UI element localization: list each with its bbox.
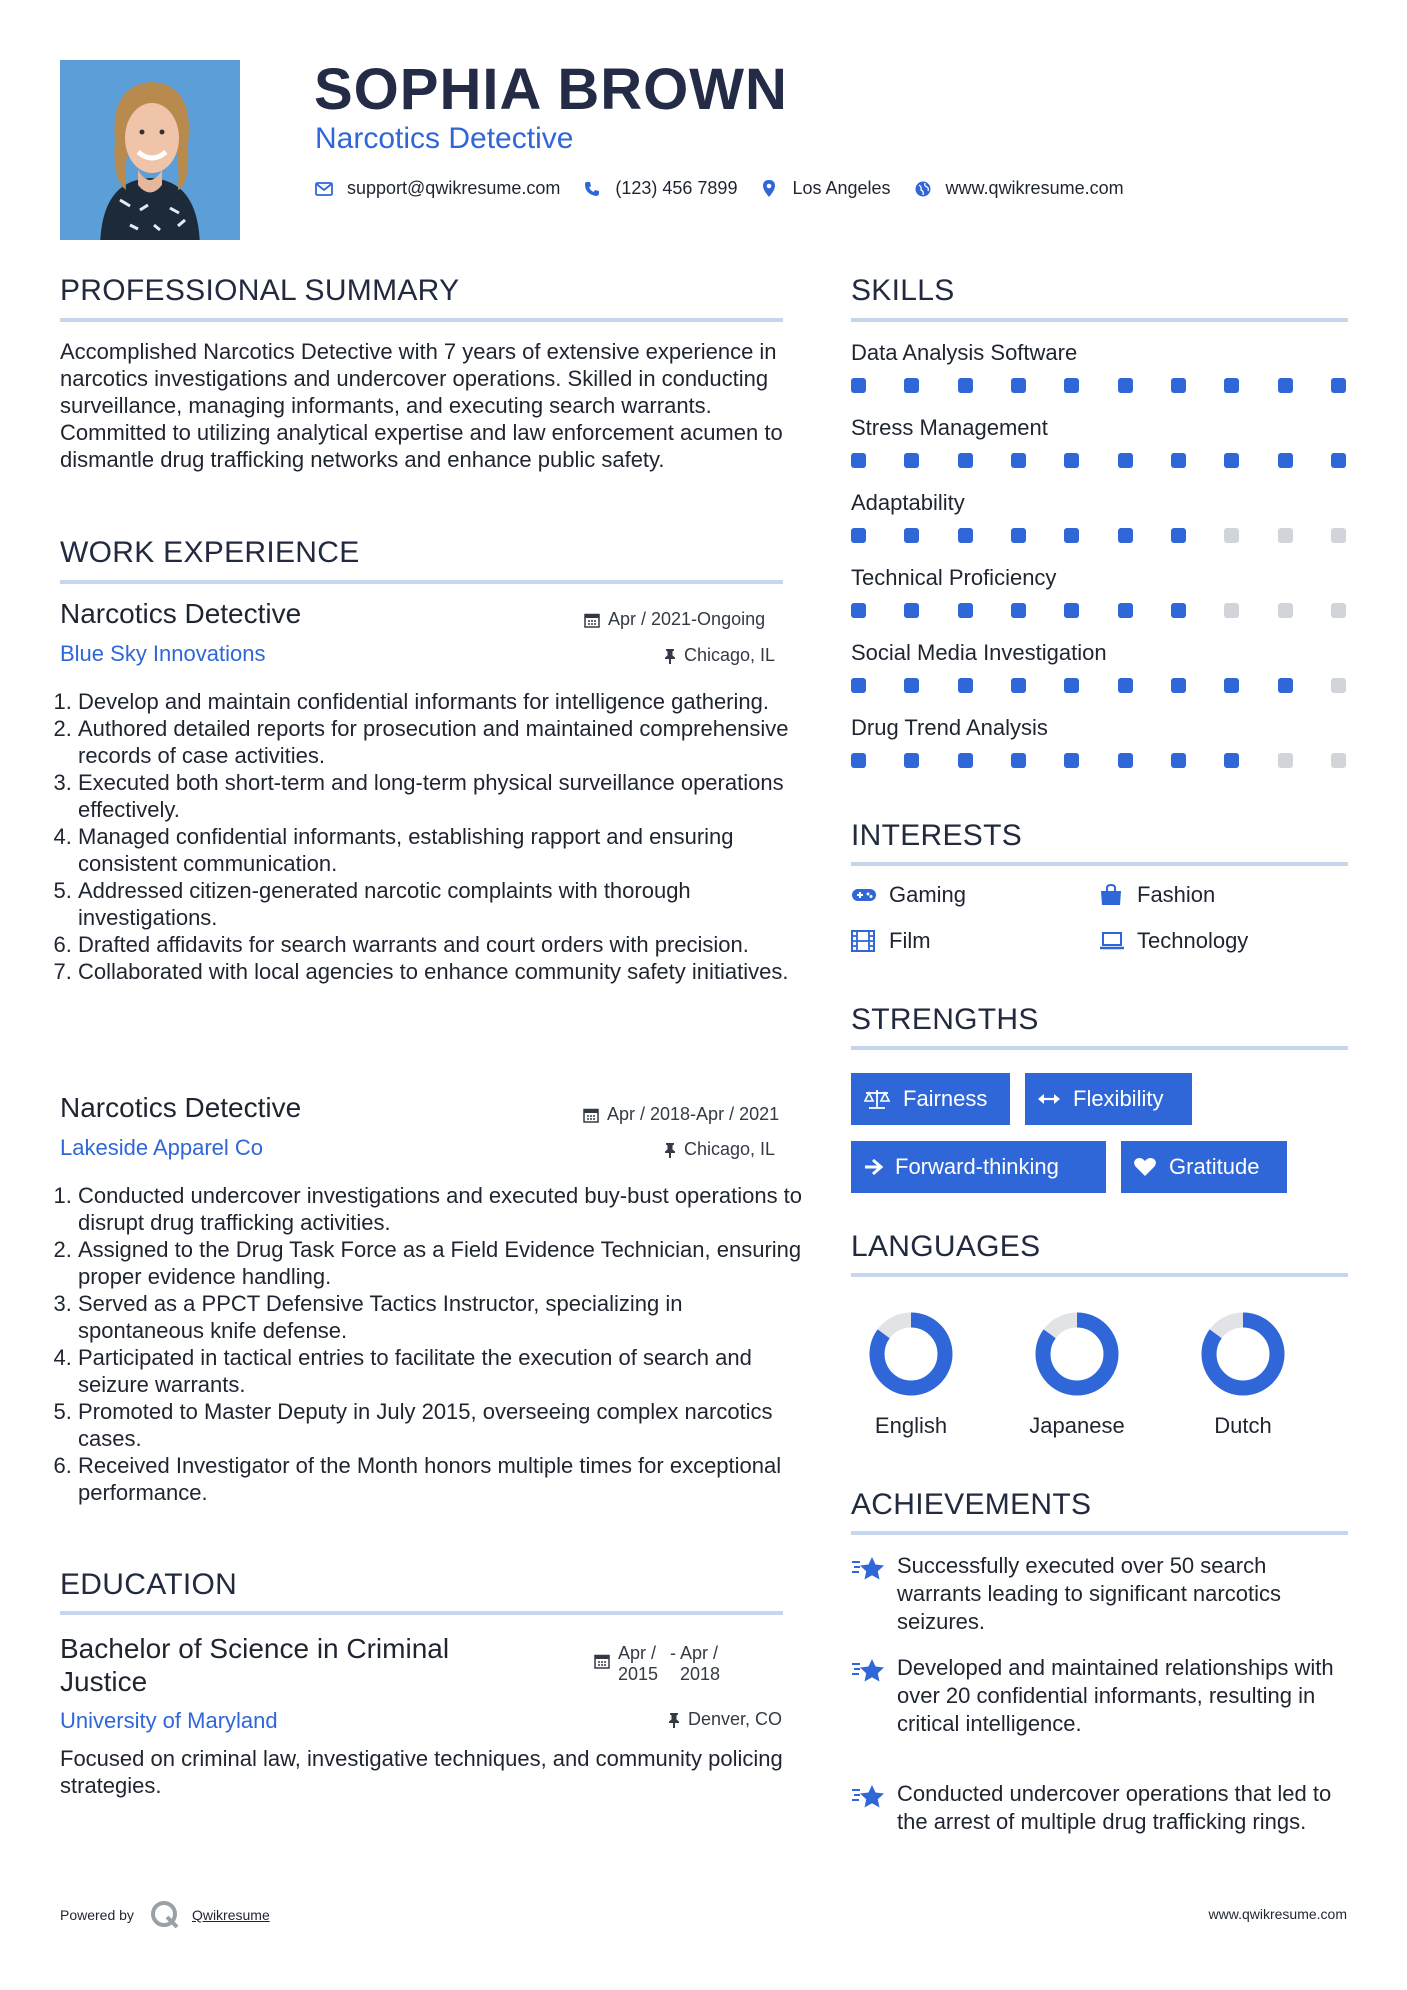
rating-dot-filled xyxy=(851,753,866,768)
rating-dot-filled xyxy=(851,603,866,618)
arrow-right-icon xyxy=(863,1158,883,1176)
achievement-item xyxy=(851,1552,1351,1636)
rating-dot-filled xyxy=(1331,378,1346,393)
star-icon xyxy=(851,1654,887,1738)
language-level-ring xyxy=(1032,1309,1122,1399)
rating-dot-filled xyxy=(1064,678,1079,693)
skill-name: Stress Management xyxy=(851,415,1048,440)
calendar-icon xyxy=(594,1653,610,1669)
language-item xyxy=(856,1309,966,1439)
rating-dot-filled xyxy=(851,678,866,693)
rating-dot-filled xyxy=(1118,753,1133,768)
education-divider xyxy=(60,1611,783,1615)
job-location-text: Chicago, IL xyxy=(684,1139,776,1159)
pin-icon xyxy=(664,648,676,664)
degree-title: Bachelor of Science in Criminal Justice xyxy=(60,1633,450,1697)
rating-dot-empty xyxy=(1331,678,1346,693)
rating-dot-filled xyxy=(1171,528,1186,543)
language-name: English xyxy=(874,1413,948,1438)
job-company: Lakeside Apparel Co xyxy=(60,1135,264,1160)
education-location xyxy=(668,1709,782,1730)
job-responsibilities xyxy=(60,1182,805,1506)
rating-dot-filled xyxy=(851,378,866,393)
skill-rating xyxy=(851,753,1346,768)
shopping-bag-icon xyxy=(1099,884,1125,906)
list-item: 5. Addressed citizen-generated narcotic complaints with thorough investigations. xyxy=(78,877,805,931)
education-dates xyxy=(594,1643,728,1685)
rating-dot-filled xyxy=(1118,453,1133,468)
rating-dot-filled xyxy=(904,453,919,468)
rating-dot-filled xyxy=(958,453,973,468)
education-end: Apr / 2018 xyxy=(680,1643,721,1684)
interests-title: INTERESTS xyxy=(851,819,1023,852)
strength-tag xyxy=(851,1141,1106,1193)
rating-dot-filled xyxy=(904,528,919,543)
language-level-ring xyxy=(866,1309,956,1399)
interest-label: Fashion xyxy=(1137,882,1216,907)
experience-divider xyxy=(60,580,783,584)
rating-dot-filled xyxy=(1171,453,1186,468)
strength-tag xyxy=(1121,1141,1287,1193)
footer-website[interactable]: www.qwikresume.com xyxy=(1208,1906,1347,1922)
calendar-icon xyxy=(583,1107,599,1123)
rating-dot-filled xyxy=(958,678,973,693)
summary-divider xyxy=(60,318,783,322)
language-item xyxy=(1022,1309,1132,1439)
rating-dot-empty xyxy=(1278,603,1293,618)
rating-dot-filled xyxy=(1278,453,1293,468)
rating-dot-empty xyxy=(1278,528,1293,543)
rating-dot-filled xyxy=(1171,378,1186,393)
pin-icon xyxy=(664,1142,676,1158)
job-responsibilities xyxy=(60,688,805,985)
list-item: 2. Assigned to the Drug Task Force as a Field Evidence Technician, ensuring proper evidence handling. xyxy=(78,1236,805,1290)
rating-dot-filled xyxy=(1224,378,1239,393)
rating-dot-filled xyxy=(1278,678,1293,693)
interest-item xyxy=(1099,928,1248,954)
interest-label: Gaming xyxy=(889,882,967,907)
experience-title: WORK EXPERIENCE xyxy=(60,536,360,569)
strength-label: Fairness xyxy=(903,1086,988,1111)
rating-dot-empty xyxy=(1224,528,1239,543)
rating-dot-filled xyxy=(1118,378,1133,393)
qwikresume-logo-icon xyxy=(150,1900,180,1930)
globe-icon xyxy=(913,179,933,199)
list-item: 1. Develop and maintain confidential informants for intelligence gathering. xyxy=(78,688,805,715)
language-level-ring xyxy=(1198,1309,1288,1399)
skill-rating xyxy=(851,678,1346,693)
strengths-title: STRENGTHS xyxy=(851,1003,1039,1036)
star-icon xyxy=(851,1552,887,1636)
rating-dot-filled xyxy=(1064,378,1079,393)
skills-divider xyxy=(851,318,1348,322)
list-item: 6. Received Investigator of the Month honors multiple times for exceptional performance. xyxy=(78,1452,805,1506)
rating-dot-filled xyxy=(1011,753,1026,768)
contact-location: Los Angeles xyxy=(792,178,891,198)
interest-item xyxy=(851,882,966,908)
rating-dot-empty xyxy=(1331,753,1346,768)
skill-name: Technical Proficiency xyxy=(851,565,1057,590)
list-item: 4. Managed confidential informants, establishing rapport and ensuring consistent communication. xyxy=(78,823,805,877)
rating-dot-filled xyxy=(1278,378,1293,393)
rating-dot-filled xyxy=(904,678,919,693)
summary-text: Accomplished Narcotics Detective with 7 years of extensive experience in narcotics investigations and undercover operations. Skilled in conducting surveillance, managing informants, and executing search warrants. Committed to utilizing analytical expertise and law enforcement acumen to dismantle drug trafficking networks and enhance public safety. xyxy=(60,339,783,472)
contact-email[interactable]: support@qwikresume.com xyxy=(347,178,561,198)
education-title: EDUCATION xyxy=(60,1568,238,1601)
rating-dot-filled xyxy=(958,753,973,768)
rating-dot-filled xyxy=(1224,453,1239,468)
skill-rating xyxy=(851,603,1346,618)
date-separator: - xyxy=(670,1643,676,1663)
powered-by-label: Powered by xyxy=(60,1907,134,1923)
job-location xyxy=(664,645,775,666)
interest-label: Technology xyxy=(1137,928,1249,953)
contact-phone[interactable]: (123) 456 7899 xyxy=(615,178,738,198)
job-location-text: Chicago, IL xyxy=(684,645,776,665)
rating-dot-filled xyxy=(904,603,919,618)
rating-dot-filled xyxy=(1011,528,1026,543)
strengths-divider xyxy=(851,1046,1348,1050)
star-icon xyxy=(851,1780,887,1836)
candidate-role: Narcotics Detective xyxy=(315,122,574,155)
job-dates xyxy=(583,1104,779,1125)
rating-dot-filled xyxy=(1064,753,1079,768)
strength-label: Gratitude xyxy=(1169,1154,1260,1179)
rating-dot-filled xyxy=(1118,678,1133,693)
skills-title: SKILLS xyxy=(851,274,955,307)
rating-dot-empty xyxy=(1331,603,1346,618)
education-start: Apr / 2015 xyxy=(618,1643,659,1684)
interests-divider xyxy=(851,862,1348,866)
job-title: Narcotics Detective xyxy=(60,1092,302,1123)
balance-scale-icon xyxy=(863,1088,891,1110)
rating-dot-filled xyxy=(1171,678,1186,693)
pin-icon xyxy=(668,1712,680,1728)
language-name: Japanese xyxy=(1029,1413,1125,1438)
brand-link[interactable]: Qwikresume xyxy=(191,1907,270,1923)
language-name: Dutch xyxy=(1214,1413,1272,1438)
list-item: 5. Promoted to Master Deputy in July 2015, overseeing complex narcotics cases. xyxy=(78,1398,805,1452)
list-item: 3. Executed both short-term and long-term physical surveillance operations effectively. xyxy=(78,769,805,823)
job-location xyxy=(664,1139,775,1160)
strength-tag xyxy=(1025,1073,1192,1125)
achievement-text: Conducted undercover operations that led to the arrest of multiple drug trafficking rings. xyxy=(897,1781,1332,1834)
summary-title: PROFESSIONAL SUMMARY xyxy=(60,274,460,307)
profile-photo xyxy=(60,60,240,240)
rating-dot-filled xyxy=(958,603,973,618)
job-dates-text: Apr / 2018-Apr / 2021 xyxy=(607,1104,780,1124)
strength-label: Forward-thinking xyxy=(895,1154,1059,1179)
skill-rating xyxy=(851,528,1346,543)
candidate-name: SOPHIA BROWN xyxy=(314,57,788,122)
achievement-text: Successfully executed over 50 search warrants leading to significant narcotics seizures. xyxy=(897,1553,1281,1634)
rating-dot-filled xyxy=(1224,753,1239,768)
skill-rating xyxy=(851,453,1346,468)
rating-dot-filled xyxy=(1224,678,1239,693)
education-location-text: Denver, CO xyxy=(688,1709,783,1729)
rating-dot-filled xyxy=(1118,528,1133,543)
languages-title: LANGUAGES xyxy=(851,1230,1041,1263)
rating-dot-filled xyxy=(1064,453,1079,468)
rating-dot-filled xyxy=(958,528,973,543)
achievements-divider xyxy=(851,1531,1348,1535)
rating-dot-filled xyxy=(1171,753,1186,768)
education-description: Focused on criminal law, investigative techniques, and community policing strategies. xyxy=(60,1746,783,1798)
list-item: 7. Collaborated with local agencies to enhance community safety initiatives. xyxy=(78,958,805,985)
job-title: Narcotics Detective xyxy=(60,598,302,629)
skill-name: Social Media Investigation xyxy=(851,640,1107,665)
job-dates xyxy=(584,609,765,630)
skill-name: Data Analysis Software xyxy=(851,340,1078,365)
language-item xyxy=(1188,1309,1298,1439)
laptop-icon xyxy=(1099,930,1125,952)
rating-dot-filled xyxy=(1011,603,1026,618)
rating-dot-empty xyxy=(1278,753,1293,768)
strength-tag xyxy=(851,1073,1010,1125)
rating-dot-filled xyxy=(1011,678,1026,693)
map-marker-icon xyxy=(759,179,779,199)
list-item: 3. Served as a PPCT Defensive Tactics Instructor, specializing in spontaneous knife defense. xyxy=(78,1290,805,1344)
achievement-item xyxy=(851,1780,1351,1836)
achievement-text: Developed and maintained relationships with over 20 confidential informants, resulting in critical intelligence. xyxy=(897,1655,1334,1736)
arrows-horizontal-icon xyxy=(1037,1092,1061,1106)
interest-item xyxy=(1099,882,1215,908)
list-item: 6. Drafted affidavits for search warrants and court orders with precision. xyxy=(78,931,805,958)
achievement-item xyxy=(851,1654,1351,1738)
achievements-title: ACHIEVEMENTS xyxy=(851,1488,1092,1521)
job-company: Blue Sky Innovations xyxy=(60,641,266,666)
film-icon xyxy=(851,930,877,952)
skill-name: Drug Trend Analysis xyxy=(851,715,1048,740)
list-item: 4. Participated in tactical entries to facilitate the execution of search and seizure warrants. xyxy=(78,1344,805,1398)
list-item: 1. Conducted undercover investigations and executed buy-bust operations to disrupt drug trafficking activities. xyxy=(78,1182,805,1236)
rating-dot-filled xyxy=(1011,453,1026,468)
rating-dot-empty xyxy=(1331,528,1346,543)
rating-dot-filled xyxy=(1171,603,1186,618)
phone-icon xyxy=(582,179,602,199)
job-dates-text: Apr / 2021-Ongoing xyxy=(608,609,766,629)
list-item: 2. Authored detailed reports for prosecution and maintained comprehensive records of case activities. xyxy=(78,715,805,769)
contact-website[interactable]: www.qwikresume.com xyxy=(945,178,1124,198)
rating-dot-filled xyxy=(904,753,919,768)
calendar-icon xyxy=(584,612,600,628)
rating-dot-filled xyxy=(1011,378,1026,393)
heart-icon xyxy=(1133,1157,1157,1177)
school-name: University of Maryland xyxy=(60,1708,278,1733)
rating-dot-filled xyxy=(958,378,973,393)
envelope-icon xyxy=(314,179,334,199)
gamepad-icon xyxy=(851,884,877,906)
footer-powered-by xyxy=(60,1900,270,1930)
interest-label: Film xyxy=(889,928,931,953)
rating-dot-filled xyxy=(851,453,866,468)
strength-label: Flexibility xyxy=(1073,1086,1164,1111)
contact-bar xyxy=(314,178,1146,199)
rating-dot-empty xyxy=(1224,603,1239,618)
rating-dot-filled xyxy=(851,528,866,543)
skill-name: Adaptability xyxy=(851,490,965,515)
interest-item xyxy=(851,928,931,954)
rating-dot-filled xyxy=(1064,528,1079,543)
skill-rating xyxy=(851,378,1346,393)
languages-divider xyxy=(851,1273,1348,1277)
rating-dot-filled xyxy=(1064,603,1079,618)
rating-dot-filled xyxy=(1118,603,1133,618)
rating-dot-filled xyxy=(1331,453,1346,468)
rating-dot-filled xyxy=(904,378,919,393)
